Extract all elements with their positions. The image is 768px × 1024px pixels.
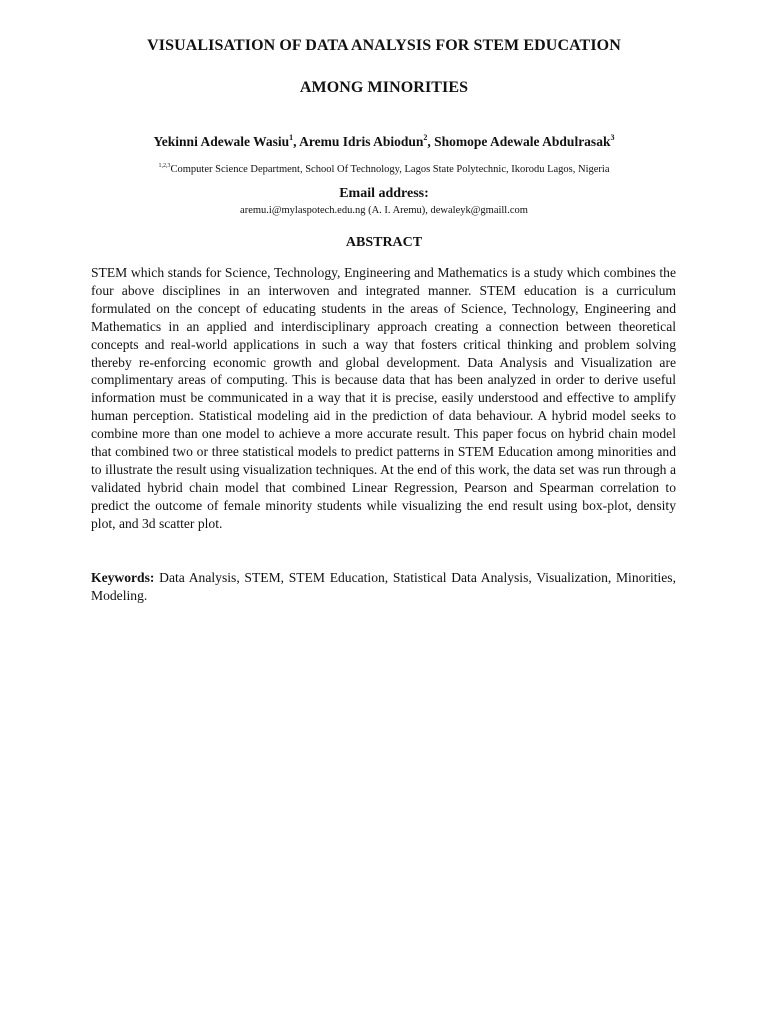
keywords-paragraph bbox=[91, 569, 676, 605]
author-name: Shomope Adewale Abdulrasak bbox=[434, 134, 611, 149]
affiliation bbox=[0, 164, 768, 175]
author-affiliation-mark: 3 bbox=[610, 133, 615, 142]
author-affiliation-mark: 2 bbox=[423, 133, 428, 142]
keywords-label: Keywords: bbox=[91, 570, 155, 585]
affiliation-marks: 1,2,3 bbox=[158, 163, 171, 169]
author-list bbox=[0, 134, 768, 150]
abstract-heading: ABSTRACT bbox=[345, 235, 423, 250]
author-name: Aremu Idris Abiodun bbox=[299, 134, 424, 149]
affiliation-text: Computer Science Department, School Of Technology, Lagos State Polytechnic, Ikorodu Lagos, Nigeria bbox=[170, 164, 610, 175]
email-addresses: aremu.i@mylaspotech.edu.ng (A. I. Aremu), dewaleyk@gmaill.com bbox=[240, 205, 528, 216]
author-separator: , bbox=[293, 134, 300, 149]
author-separator: , bbox=[427, 134, 435, 149]
author-name: Yekinni Adewale Wasiu bbox=[153, 134, 290, 149]
author-affiliation-mark: 1 bbox=[289, 133, 294, 142]
keywords-text: Data Analysis, STEM, STEM Education, Statistical Data Analysis, Visualization, Minorities, Modeling. bbox=[91, 570, 677, 603]
abstract-text: STEM which stands for Science, Technology, Engineering and Mathematics is a study which combines the four above disciplines in an interwoven and integrated manner. STEM education is a curriculum formulated on the concept of educating students in the areas of Science, Technology, Engineering and Mathematics in an applied and interdisciplinary approach creating a connection between theoretical concepts and real-world applications in such a way that fosters critical thinking and problem solving thereby re-enforcing economic growth and global development. Data Analysis and Visualization are complimentary areas of computing. This is because data that has been analyzed in order to derive useful information must be communicated in a way that it is precise, easily understood and effective to amplify human perception. Statistical modeling aid in the prediction of data behaviour. A hybrid model seeks to combine more than one model to achieve a more accurate result. This paper focus on hybrid chain model that combined two or three statistical models to predict patterns in STEM Education among minorities and to illustrate the result using visualization techniques. At the end of this work, the data set was run through a validated hybrid chain model that combined Linear Regression, Pearson and Spearman correlation to predict the outcome of female minority students while visualizing the end result using box-plot, density plot, and 3d scatter plot. bbox=[91, 265, 676, 531]
email-heading: Email address: bbox=[339, 186, 429, 201]
paper-title-line-1: VISUALISATION OF DATA ANALYSIS FOR STEM EDUCATION bbox=[147, 37, 621, 54]
paper-title-line-2: AMONG MINORITIES bbox=[299, 79, 469, 96]
